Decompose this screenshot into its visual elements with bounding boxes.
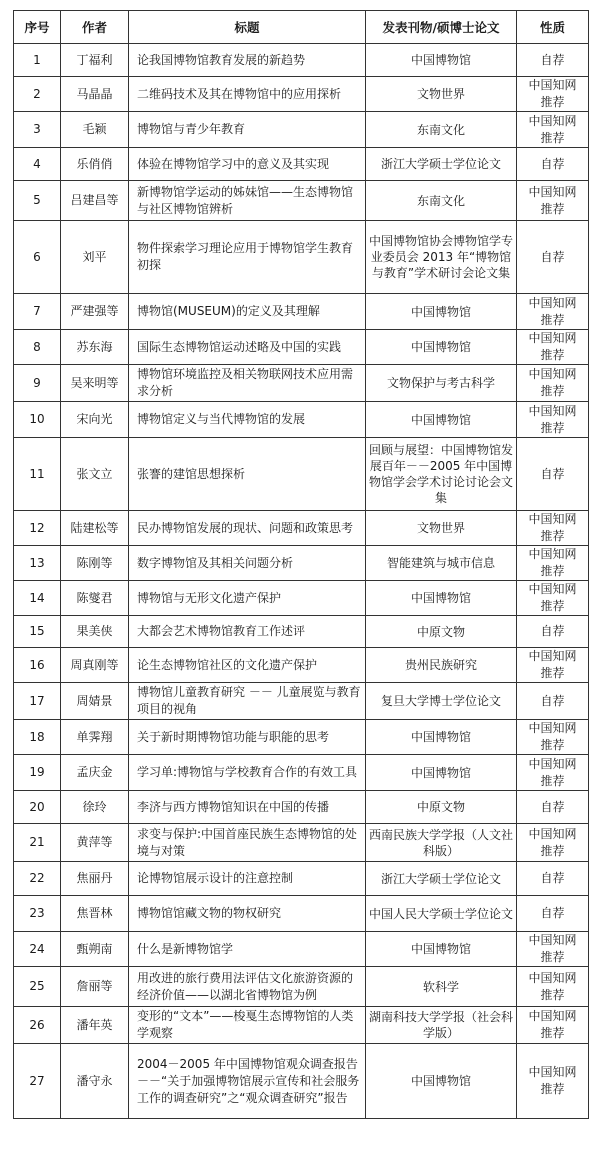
cell-author: 詹丽等 — [61, 967, 129, 1007]
table-row — [14, 77, 589, 112]
cell-nature: 自荐 — [517, 44, 589, 77]
cell-index: 17 — [14, 683, 61, 720]
table-row — [14, 402, 589, 438]
table-row — [14, 330, 589, 365]
cell-journal: 中原文物 — [366, 791, 517, 824]
cell-index: 16 — [14, 648, 61, 683]
cell-author: 焦晋林 — [61, 896, 129, 932]
cell-nature: 自荐 — [517, 616, 589, 648]
cell-index: 14 — [14, 581, 61, 616]
cell-index: 18 — [14, 720, 61, 755]
cell-author: 周婧景 — [61, 683, 129, 720]
cell-index: 20 — [14, 791, 61, 824]
table-row — [14, 365, 589, 402]
cell-nature: 中国知网推荐 — [517, 648, 589, 683]
table-row — [14, 896, 589, 932]
cell-journal: 东南文化 — [366, 112, 517, 148]
cell-journal: 中国人民大学硕士学位论文 — [366, 896, 517, 932]
cell-title: 博物馆馆藏文物的物权研究 — [129, 896, 366, 932]
cell-title: 博物馆(MUSEUM)的定义及其理解 — [129, 294, 366, 330]
cell-title: 博物馆与青少年教育 — [129, 112, 366, 148]
table-row — [14, 824, 589, 862]
cell-journal: 中国博物馆 — [366, 330, 517, 365]
cell-nature: 中国知网推荐 — [517, 1044, 589, 1119]
cell-nature: 自荐 — [517, 221, 589, 294]
cell-title: 论博物馆展示设计的注意控制 — [129, 862, 366, 896]
cell-author: 宋向光 — [61, 402, 129, 438]
cell-author: 焦丽丹 — [61, 862, 129, 896]
cell-title: 博物馆定义与当代博物馆的发展 — [129, 402, 366, 438]
table-row — [14, 720, 589, 755]
cell-index: 3 — [14, 112, 61, 148]
cell-journal: 中国博物馆 — [366, 402, 517, 438]
cell-nature: 自荐 — [517, 683, 589, 720]
cell-journal: 中国博物馆协会博物馆学专业委员会 2013 年“博物馆与教育”学术研讨会论文集 — [366, 221, 517, 294]
cell-index: 4 — [14, 148, 61, 181]
cell-journal: 西南民族大学学报（人文社科版） — [366, 824, 517, 862]
cell-journal: 浙江大学硕士学位论文 — [366, 148, 517, 181]
cell-journal: 中原文物 — [366, 616, 517, 648]
cell-nature: 自荐 — [517, 791, 589, 824]
cell-title: 博物馆与无形文化遗产保护 — [129, 581, 366, 616]
cell-title: 数字博物馆及其相关问题分析 — [129, 546, 366, 581]
table-row — [14, 791, 589, 824]
cell-title: 论我国博物馆教育发展的新趋势 — [129, 44, 366, 77]
cell-index: 27 — [14, 1044, 61, 1119]
cell-title: 张謇的建馆思想探析 — [129, 438, 366, 511]
table-row — [14, 755, 589, 791]
cell-journal: 湖南科技大学学报（社会科学版） — [366, 1007, 517, 1044]
table-row — [14, 648, 589, 683]
cell-title: 李济与西方博物馆知识在中国的传播 — [129, 791, 366, 824]
cell-nature: 自荐 — [517, 148, 589, 181]
cell-nature: 中国知网推荐 — [517, 720, 589, 755]
cell-index: 12 — [14, 511, 61, 546]
cell-nature: 自荐 — [517, 438, 589, 511]
cell-author: 丁福利 — [61, 44, 129, 77]
cell-title: 新博物馆学运动的姊妹馆——生态博物馆与社区博物馆辨析 — [129, 181, 366, 221]
cell-index: 22 — [14, 862, 61, 896]
table-row — [14, 683, 589, 720]
literature-table — [13, 10, 589, 1119]
table-row — [14, 294, 589, 330]
cell-author: 乐俏俏 — [61, 148, 129, 181]
cell-journal: 软科学 — [366, 967, 517, 1007]
cell-journal: 中国博物馆 — [366, 294, 517, 330]
cell-index: 24 — [14, 932, 61, 967]
table-row — [14, 546, 589, 581]
cell-author: 吕建昌等 — [61, 181, 129, 221]
cell-nature: 中国知网推荐 — [517, 755, 589, 791]
cell-title: 2004－2005 年中国博物馆观众调查报告－－“关于加强博物馆展示宣传和社会服务工作的调查研究”之“观众调查研究”报告 — [129, 1044, 366, 1119]
cell-index: 25 — [14, 967, 61, 1007]
cell-title: 学习单:博物馆与学校教育合作的有效工具 — [129, 755, 366, 791]
cell-journal: 复旦大学博士学位论文 — [366, 683, 517, 720]
table-row — [14, 616, 589, 648]
table-row — [14, 511, 589, 546]
cell-author: 毛颖 — [61, 112, 129, 148]
cell-journal: 智能建筑与城市信息 — [366, 546, 517, 581]
cell-author: 周真刚等 — [61, 648, 129, 683]
cell-index: 26 — [14, 1007, 61, 1044]
cell-author: 陈刚等 — [61, 546, 129, 581]
cell-title: 变形的“文本”——梭戛生态博物馆的人类学观察 — [129, 1007, 366, 1044]
cell-journal: 中国博物馆 — [366, 720, 517, 755]
cell-nature: 中国知网推荐 — [517, 932, 589, 967]
table-row — [14, 1044, 589, 1119]
cell-author: 甄朔南 — [61, 932, 129, 967]
table-row — [14, 967, 589, 1007]
cell-index: 21 — [14, 824, 61, 862]
cell-title: 物件探索学习理论应用于博物馆学生教育初探 — [129, 221, 366, 294]
cell-journal: 东南文化 — [366, 181, 517, 221]
cell-journal: 回顾与展望：中国博物馆发展百年－－2005 年中国博物馆学会学术讨论讨论会文集 — [366, 438, 517, 511]
cell-title: 求变与保护:中国首座民族生态博物馆的处境与对策 — [129, 824, 366, 862]
table-row — [14, 44, 589, 77]
table-row — [14, 438, 589, 511]
header-nature: 性质 — [517, 11, 589, 44]
cell-journal: 中国博物馆 — [366, 44, 517, 77]
cell-title: 论生态博物馆社区的文化遗产保护 — [129, 648, 366, 683]
cell-nature: 自荐 — [517, 896, 589, 932]
table-body — [14, 44, 589, 1119]
cell-author: 单霁翔 — [61, 720, 129, 755]
cell-index: 1 — [14, 44, 61, 77]
cell-nature: 中国知网推荐 — [517, 1007, 589, 1044]
cell-index: 2 — [14, 77, 61, 112]
table-row — [14, 581, 589, 616]
table-header-row — [14, 11, 589, 44]
cell-index: 7 — [14, 294, 61, 330]
cell-title: 体验在博物馆学习中的意义及其实现 — [129, 148, 366, 181]
cell-index: 6 — [14, 221, 61, 294]
cell-author: 陈燮君 — [61, 581, 129, 616]
cell-journal: 文物世界 — [366, 511, 517, 546]
table-row — [14, 221, 589, 294]
cell-author: 潘年英 — [61, 1007, 129, 1044]
cell-journal: 中国博物馆 — [366, 755, 517, 791]
cell-author: 黄萍等 — [61, 824, 129, 862]
cell-index: 10 — [14, 402, 61, 438]
cell-journal: 浙江大学硕士学位论文 — [366, 862, 517, 896]
cell-nature: 中国知网推荐 — [517, 365, 589, 402]
cell-index: 5 — [14, 181, 61, 221]
table-row — [14, 181, 589, 221]
cell-index: 23 — [14, 896, 61, 932]
cell-author: 陆建松等 — [61, 511, 129, 546]
cell-journal: 贵州民族研究 — [366, 648, 517, 683]
cell-author: 孟庆金 — [61, 755, 129, 791]
cell-nature: 中国知网推荐 — [517, 330, 589, 365]
header-index: 序号 — [14, 11, 61, 44]
cell-author: 刘平 — [61, 221, 129, 294]
cell-journal: 中国博物馆 — [366, 581, 517, 616]
cell-index: 19 — [14, 755, 61, 791]
cell-nature: 中国知网推荐 — [517, 181, 589, 221]
cell-author: 严建强等 — [61, 294, 129, 330]
cell-nature: 中国知网推荐 — [517, 967, 589, 1007]
table-row — [14, 112, 589, 148]
cell-nature: 中国知网推荐 — [517, 546, 589, 581]
cell-journal: 文物保护与考古科学 — [366, 365, 517, 402]
cell-title: 国际生态博物馆运动述略及中国的实践 — [129, 330, 366, 365]
cell-title: 博物馆儿童教育研究 －－ 儿童展览与教育项目的视角 — [129, 683, 366, 720]
cell-author: 吴来明等 — [61, 365, 129, 402]
cell-nature: 中国知网推荐 — [517, 77, 589, 112]
cell-journal: 中国博物馆 — [366, 932, 517, 967]
cell-author: 张文立 — [61, 438, 129, 511]
cell-title: 用改进的旅行费用法评估文化旅游资源的经济价值——以湖北省博物馆为例 — [129, 967, 366, 1007]
cell-index: 9 — [14, 365, 61, 402]
cell-nature: 中国知网推荐 — [517, 511, 589, 546]
cell-index: 13 — [14, 546, 61, 581]
cell-title: 民办博物馆发展的现状、问题和政策思考 — [129, 511, 366, 546]
cell-nature: 中国知网推荐 — [517, 824, 589, 862]
cell-index: 8 — [14, 330, 61, 365]
cell-nature: 中国知网推荐 — [517, 112, 589, 148]
cell-nature: 中国知网推荐 — [517, 294, 589, 330]
table-row — [14, 862, 589, 896]
table-row — [14, 932, 589, 967]
table-row — [14, 1007, 589, 1044]
cell-title: 大都会艺术博物馆教育工作述评 — [129, 616, 366, 648]
cell-index: 11 — [14, 438, 61, 511]
cell-author: 潘守永 — [61, 1044, 129, 1119]
cell-title: 关于新时期博物馆功能与职能的思考 — [129, 720, 366, 755]
table-row — [14, 148, 589, 181]
cell-author: 马晶晶 — [61, 77, 129, 112]
cell-index: 15 — [14, 616, 61, 648]
cell-nature: 中国知网推荐 — [517, 402, 589, 438]
header-author: 作者 — [61, 11, 129, 44]
cell-journal: 文物世界 — [366, 77, 517, 112]
header-title: 标题 — [129, 11, 366, 44]
header-journal: 发表刊物/硕博士论文 — [366, 11, 517, 44]
cell-author: 徐玲 — [61, 791, 129, 824]
cell-title: 什么是新博物馆学 — [129, 932, 366, 967]
cell-author: 果美侠 — [61, 616, 129, 648]
cell-title: 博物馆环境监控及相关物联网技术应用需求分析 — [129, 365, 366, 402]
cell-title: 二维码技术及其在博物馆中的应用探析 — [129, 77, 366, 112]
cell-author: 苏东海 — [61, 330, 129, 365]
cell-journal: 中国博物馆 — [366, 1044, 517, 1119]
cell-nature: 自荐 — [517, 862, 589, 896]
cell-nature: 中国知网推荐 — [517, 581, 589, 616]
